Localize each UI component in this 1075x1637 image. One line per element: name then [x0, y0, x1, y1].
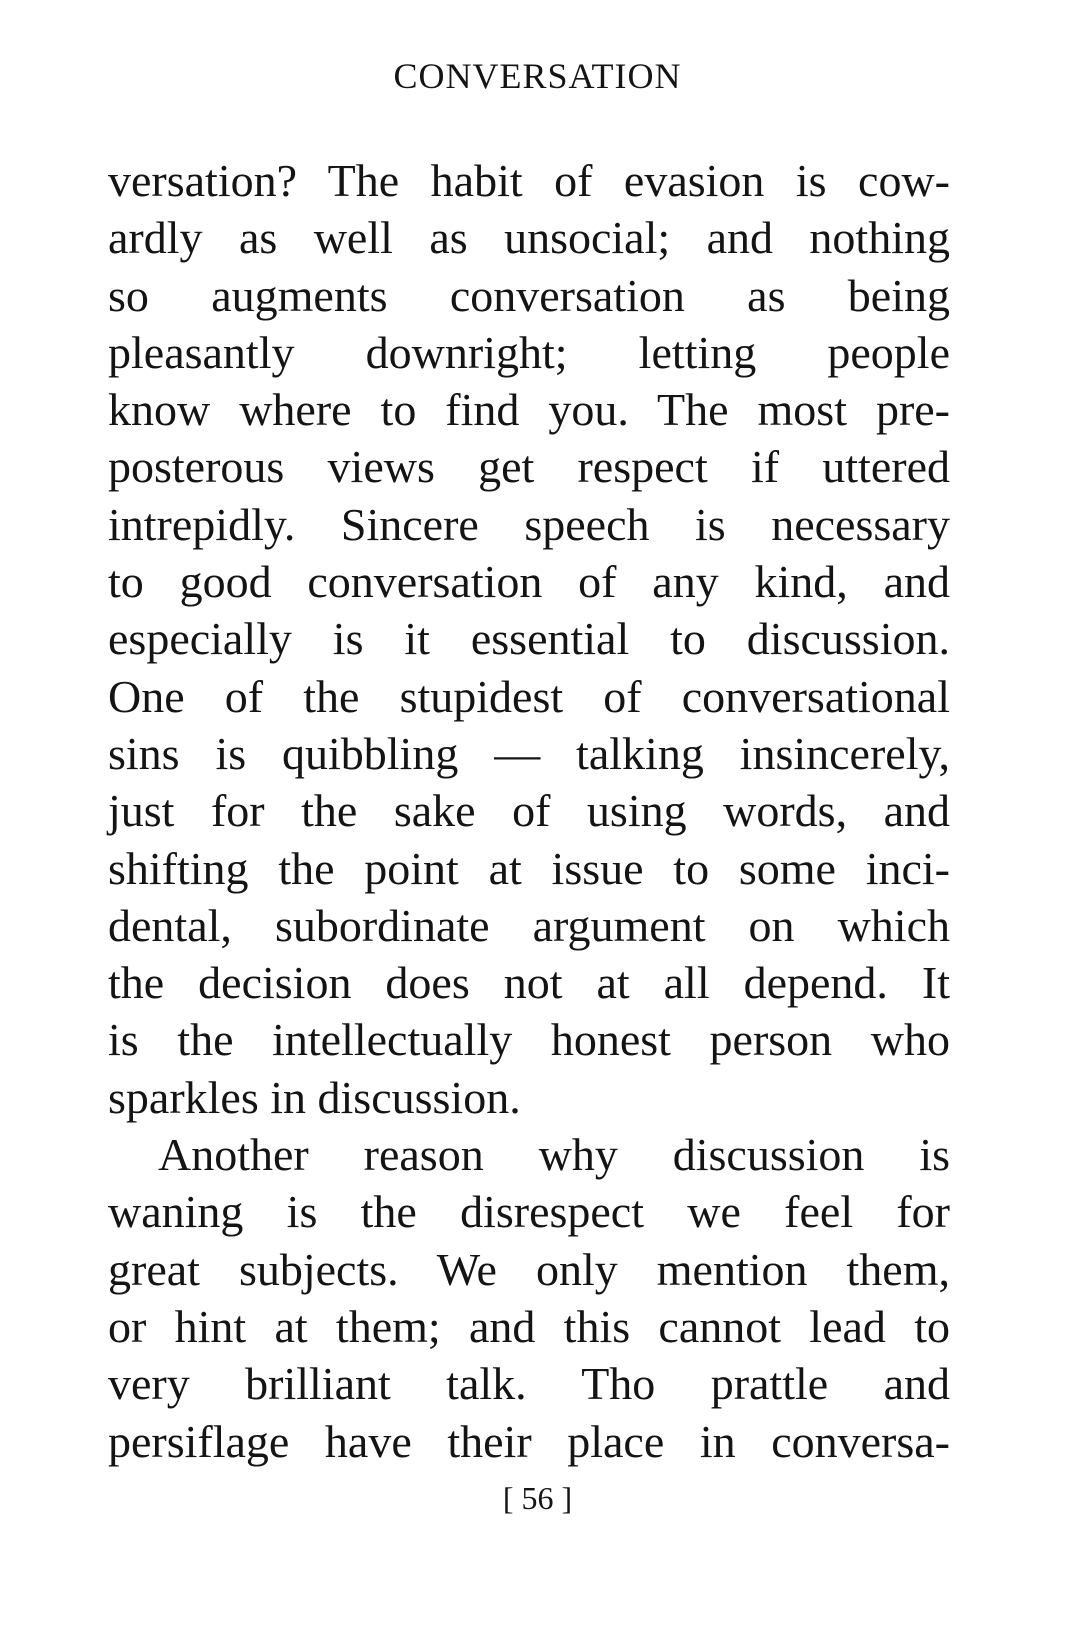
text-line: posterous views get respect if uttered	[108, 441, 950, 493]
text-line: persiflage have their place in conversa-	[108, 1415, 950, 1467]
text-line: is the intellectually honest person who	[108, 1014, 950, 1066]
text-line: shifting the point at issue to some inci-	[108, 842, 950, 894]
text-line: just for the sake of using words, and	[108, 785, 950, 837]
text-line: know where to find you. The most pre-	[108, 384, 950, 436]
body-text	[108, 152, 950, 1470]
text-line: the decision does not at all depend. It	[108, 957, 950, 1009]
text-line: sparkles in discussion.	[108, 1071, 521, 1123]
text-line: or hint at them; and this cannot lead to	[108, 1300, 950, 1352]
text-line: waning is the disrespect we feel for	[108, 1186, 950, 1238]
text-line: intrepidly. Sincere speech is necessary	[108, 498, 950, 550]
text-line: pleasantly downright; letting people	[108, 326, 950, 378]
text-line: dental, subordinate argument on which	[108, 899, 950, 951]
text-line: very brilliant talk. Tho prattle and	[108, 1358, 950, 1410]
text-line: so augments conversation as being	[108, 269, 950, 321]
text-line: especially is it essential to discussion.	[108, 613, 950, 665]
text-line: Another reason why discussion is	[158, 1129, 950, 1181]
running-head: CONVERSATION	[393, 56, 682, 96]
page-number: [ 56 ]	[502, 1480, 573, 1516]
text-line: versation? The habit of evasion is cow-	[108, 155, 950, 206]
text-line: One of the stupidest of conversational	[108, 670, 950, 722]
text-line: great subjects. We only mention them,	[108, 1243, 950, 1295]
text-line: to good conversation of any kind, and	[108, 556, 950, 608]
text-line: sins is quibbling — talking insincerely,	[108, 727, 950, 779]
text-line: ardly as well as unsocial; and nothing	[108, 212, 950, 264]
